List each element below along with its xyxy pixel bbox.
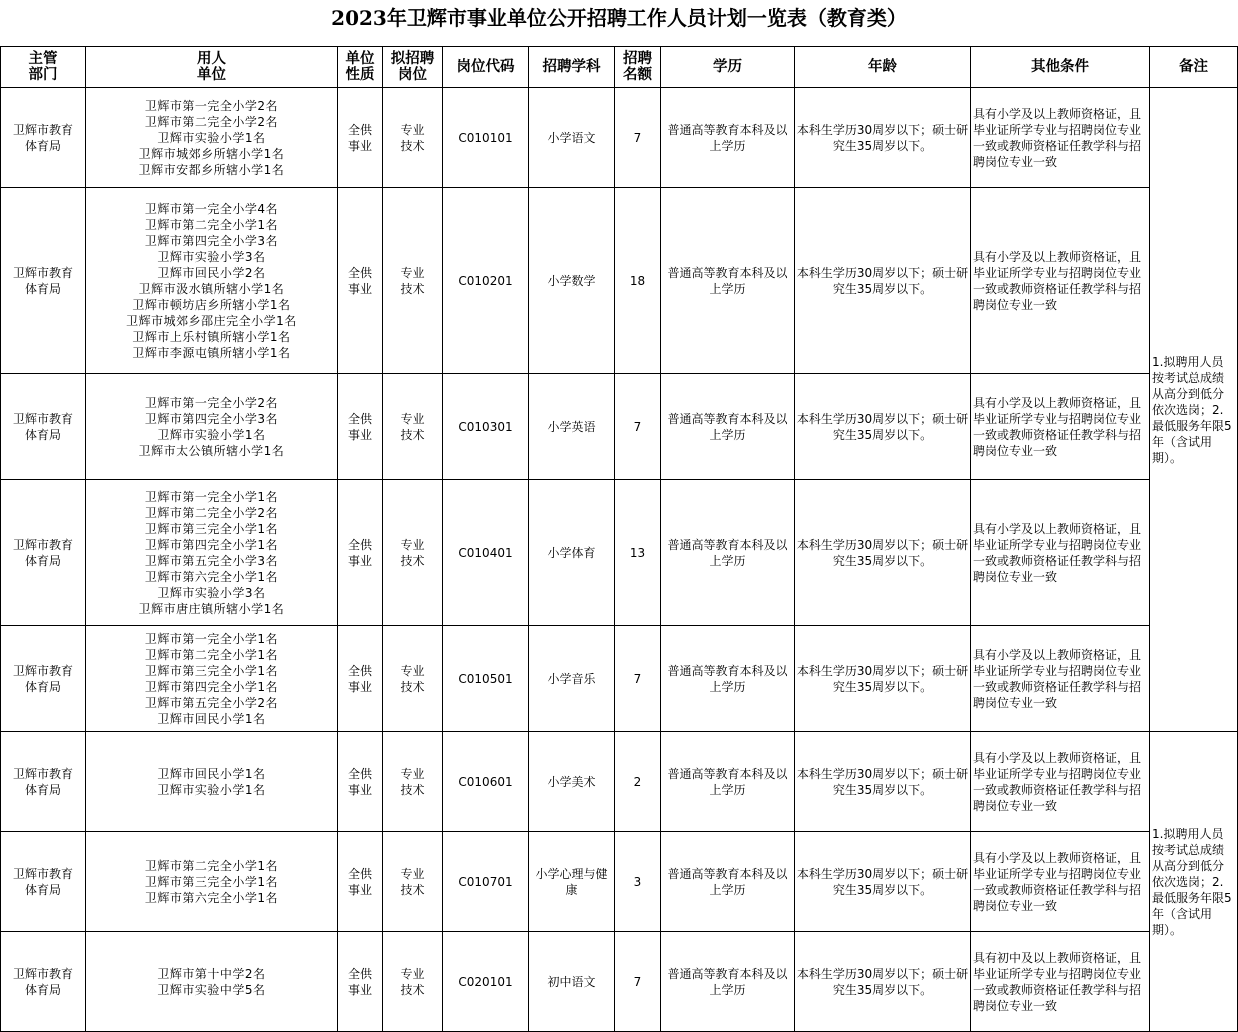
- header-count: 招聘 名额: [615, 47, 661, 88]
- cell-code: C020101: [443, 932, 529, 1032]
- cell-nature: 全供 事业: [338, 832, 383, 932]
- page-title: 2023年卫辉市事业单位公开招聘工作人员计划一览表（教育类）: [331, 6, 907, 30]
- cell-other: 具有小学及以上教师资格证，且毕业证所学专业与招聘岗位专业一致或教师资格证任教学科与招聘岗位专业一致: [971, 832, 1150, 932]
- cell-position: 专业 技术: [383, 832, 443, 932]
- cell-age: 本科生学历30周岁以下；硕士研究生35周岁以下。: [795, 732, 971, 832]
- cell-count: 13: [615, 480, 661, 626]
- table-row: [1, 732, 1238, 832]
- header-row: [1, 47, 1238, 88]
- cell-other: 具有小学及以上教师资格证，且毕业证所学专业与招聘岗位专业一致或教师资格证任教学科与招聘岗位专业一致: [971, 732, 1150, 832]
- cell-code: C010501: [443, 626, 529, 732]
- cell-code: C010701: [443, 832, 529, 932]
- cell-code: C010401: [443, 480, 529, 626]
- cell-age: 本科生学历30周岁以下；硕士研究生35周岁以下。: [795, 188, 971, 374]
- header-other: 其他条件: [971, 47, 1150, 88]
- cell-education: 普通高等教育本科及以上学历: [661, 188, 795, 374]
- cell-nature: 全供 事业: [338, 480, 383, 626]
- cell-note: 1.拟聘用人员按考试总成绩从高分到低分依次选岗；2.最低服务年限5年（含试用期）。: [1150, 88, 1238, 732]
- header-position: 拟招聘 岗位: [383, 47, 443, 88]
- cell-subject: 小学美术: [529, 732, 615, 832]
- cell-count: 7: [615, 374, 661, 480]
- cell-dept: 卫辉市教育 体育局: [1, 932, 86, 1032]
- table-row: [1, 88, 1238, 188]
- cell-other: 具有小学及以上教师资格证，且毕业证所学专业与招聘岗位专业一致或教师资格证任教学科与招聘岗位专业一致: [971, 374, 1150, 480]
- cell-count: 3: [615, 832, 661, 932]
- cell-code: C010301: [443, 374, 529, 480]
- cell-age: 本科生学历30周岁以下；硕士研究生35周岁以下。: [795, 832, 971, 932]
- header-dept: 主管 部门: [1, 47, 86, 88]
- cell-other: 具有初中及以上教师资格证，且毕业证所学专业与招聘岗位专业一致或教师资格证任教学科与招聘岗位专业一致: [971, 932, 1150, 1032]
- header-subject: 招聘学科: [529, 47, 615, 88]
- cell-units: 卫辉市第一完全小学2名 卫辉市第四完全小学3名 卫辉市实验小学1名 卫辉市太公镇所辖小学1名: [86, 374, 338, 480]
- cell-subject: 小学体育: [529, 480, 615, 626]
- cell-age: 本科生学历30周岁以下；硕士研究生35周岁以下。: [795, 932, 971, 1032]
- cell-education: 普通高等教育本科及以上学历: [661, 932, 795, 1032]
- cell-dept: 卫辉市教育 体育局: [1, 88, 86, 188]
- table-row: [1, 932, 1238, 1032]
- cell-dept: 卫辉市教育 体育局: [1, 480, 86, 626]
- cell-dept: 卫辉市教育 体育局: [1, 188, 86, 374]
- cell-subject: 小学数学: [529, 188, 615, 374]
- header-age: 年龄: [795, 47, 971, 88]
- cell-education: 普通高等教育本科及以上学历: [661, 88, 795, 188]
- cell-education: 普通高等教育本科及以上学历: [661, 374, 795, 480]
- cell-count: 2: [615, 732, 661, 832]
- cell-count: 18: [615, 188, 661, 374]
- cell-count: 7: [615, 626, 661, 732]
- cell-education: 普通高等教育本科及以上学历: [661, 626, 795, 732]
- header-code: 岗位代码: [443, 47, 529, 88]
- cell-subject: 小学心理与健康: [529, 832, 615, 932]
- table-row: [1, 626, 1238, 732]
- cell-code: C010101: [443, 88, 529, 188]
- table-row: [1, 832, 1238, 932]
- cell-units: 卫辉市回民小学1名 卫辉市实验小学1名: [86, 732, 338, 832]
- cell-units: 卫辉市第十中学2名 卫辉市实验中学5名: [86, 932, 338, 1032]
- cell-subject: 小学音乐: [529, 626, 615, 732]
- cell-dept: 卫辉市教育 体育局: [1, 832, 86, 932]
- cell-count: 7: [615, 932, 661, 1032]
- cell-dept: 卫辉市教育 体育局: [1, 732, 86, 832]
- cell-other: 具有小学及以上教师资格证，且毕业证所学专业与招聘岗位专业一致或教师资格证任教学科与招聘岗位专业一致: [971, 480, 1150, 626]
- cell-position: 专业 技术: [383, 374, 443, 480]
- table-row: [1, 188, 1238, 374]
- cell-dept: 卫辉市教育 体育局: [1, 626, 86, 732]
- cell-age: 本科生学历30周岁以下；硕士研究生35周岁以下。: [795, 626, 971, 732]
- recruitment-table: [0, 46, 1238, 1032]
- cell-position: 专业 技术: [383, 932, 443, 1032]
- cell-other: 具有小学及以上教师资格证，且毕业证所学专业与招聘岗位专业一致或教师资格证任教学科与招聘岗位专业一致: [971, 88, 1150, 188]
- header-units: 用人 单位: [86, 47, 338, 88]
- cell-age: 本科生学历30周岁以下；硕士研究生35周岁以下。: [795, 374, 971, 480]
- cell-nature: 全供 事业: [338, 732, 383, 832]
- cell-other: 具有小学及以上教师资格证，且毕业证所学专业与招聘岗位专业一致或教师资格证任教学科与招聘岗位专业一致: [971, 626, 1150, 732]
- cell-education: 普通高等教育本科及以上学历: [661, 480, 795, 626]
- cell-education: 普通高等教育本科及以上学历: [661, 732, 795, 832]
- cell-units: 卫辉市第二完全小学1名 卫辉市第三完全小学1名 卫辉市第六完全小学1名: [86, 832, 338, 932]
- header-education: 学历: [661, 47, 795, 88]
- cell-position: 专业 技术: [383, 732, 443, 832]
- table-row: [1, 480, 1238, 626]
- cell-age: 本科生学历30周岁以下；硕士研究生35周岁以下。: [795, 480, 971, 626]
- cell-position: 专业 技术: [383, 626, 443, 732]
- cell-subject: 小学语文: [529, 88, 615, 188]
- cell-position: 专业 技术: [383, 88, 443, 188]
- header-note: 备注: [1150, 47, 1238, 88]
- cell-nature: 全供 事业: [338, 88, 383, 188]
- cell-position: 专业 技术: [383, 480, 443, 626]
- cell-nature: 全供 事业: [338, 374, 383, 480]
- cell-units: 卫辉市第一完全小学2名 卫辉市第二完全小学2名 卫辉市实验小学1名 卫辉市城郊乡所辖小学1名 卫辉市安都乡所辖小学1名: [86, 88, 338, 188]
- cell-nature: 全供 事业: [338, 932, 383, 1032]
- cell-dept: 卫辉市教育 体育局: [1, 374, 86, 480]
- cell-nature: 全供 事业: [338, 188, 383, 374]
- cell-education: 普通高等教育本科及以上学历: [661, 832, 795, 932]
- cell-units: 卫辉市第一完全小学1名 卫辉市第二完全小学2名 卫辉市第三完全小学1名 卫辉市第四完全小学1名 卫辉市第五完全小学3名 卫辉市第六完全小学1名 卫辉市实验小学3名 卫辉市唐庄镇所辖小学1名: [86, 480, 338, 626]
- cell-nature: 全供 事业: [338, 626, 383, 732]
- cell-subject: 小学英语: [529, 374, 615, 480]
- cell-age: 本科生学历30周岁以下；硕士研究生35周岁以下。: [795, 88, 971, 188]
- cell-code: C010201: [443, 188, 529, 374]
- cell-note: 1.拟聘用人员按考试总成绩从高分到低分依次选岗；2.最低服务年限5年（含试用期）。: [1150, 732, 1238, 1032]
- cell-units: 卫辉市第一完全小学4名 卫辉市第二完全小学1名 卫辉市第四完全小学3名 卫辉市实验小学3名 卫辉市回民小学2名 卫辉市汲水镇所辖小学1名 卫辉市顿坊店乡所辖小学1名 卫辉市城郊乡邵庄完全小学1名 卫辉市上乐村镇所辖小学1名 卫辉市李源屯镇所辖小学1名: [86, 188, 338, 374]
- cell-position: 专业 技术: [383, 188, 443, 374]
- table-row: [1, 374, 1238, 480]
- header-nature: 单位 性质: [338, 47, 383, 88]
- cell-units: 卫辉市第一完全小学1名 卫辉市第二完全小学1名 卫辉市第三完全小学1名 卫辉市第四完全小学1名 卫辉市第五完全小学2名 卫辉市回民小学1名: [86, 626, 338, 732]
- cell-count: 7: [615, 88, 661, 188]
- cell-code: C010601: [443, 732, 529, 832]
- cell-subject: 初中语文: [529, 932, 615, 1032]
- cell-other: 具有小学及以上教师资格证，且毕业证所学专业与招聘岗位专业一致或教师资格证任教学科与招聘岗位专业一致: [971, 188, 1150, 374]
